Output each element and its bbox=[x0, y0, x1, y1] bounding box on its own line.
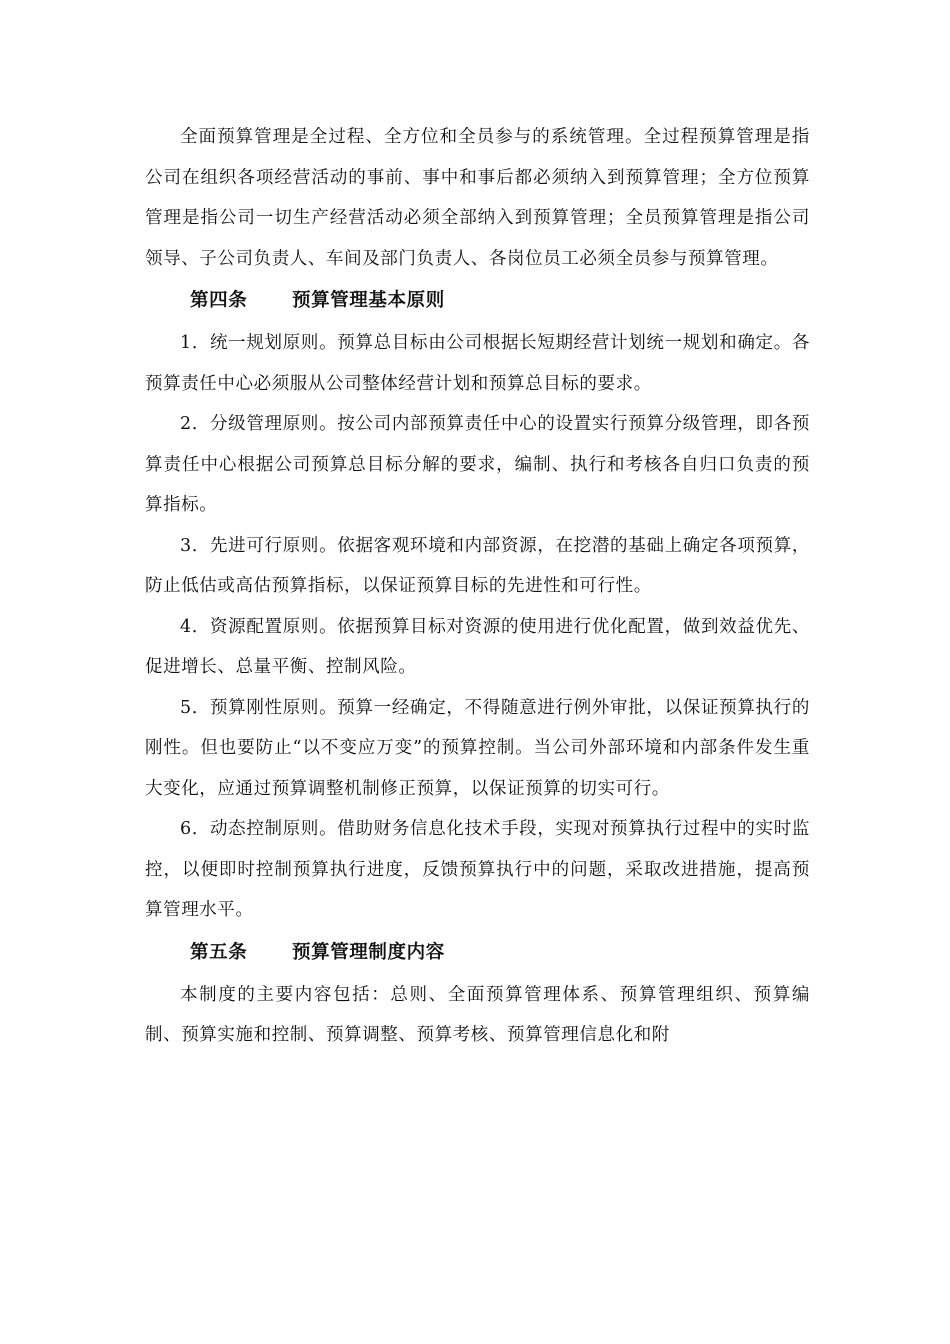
document-body bbox=[145, 117, 810, 1056]
article-5-title: 预算管理制度内容 bbox=[292, 941, 445, 963]
principle-5-paragraph: 5．预算刚性原则。预算一经确定，不得随意进行例外审批，以保证预算执行的刚性。但也要防止“以不变应万变”的预算控制。当公司外部环境和内部条件发生重大变化，应通过预算调整机制修正预算，以保证预算的切实可行。 bbox=[145, 697, 810, 799]
article-5-heading bbox=[145, 931, 810, 975]
article-5-number: 第五条 bbox=[190, 941, 248, 963]
article-4-title: 预算管理基本原则 bbox=[292, 290, 445, 311]
principle-2-paragraph: 2．分级管理原则。按公司内部预算责任中心的设置实行预算分级管理，即各预算责任中心根据公司预算总目标分解的要求，编制、执行和考核各自归口负责的预算指标。 bbox=[145, 414, 810, 515]
principle-3-paragraph: 3．先进可行原则。依据客观环境和内部资源，在挖潜的基础上确定各项预算，防止低估或高估预算指标，以保证预算目标的先进性和可行性。 bbox=[145, 535, 810, 596]
principle-6-paragraph: 6．动态控制原则。借助财务信息化技术手段，实现对预算执行过程中的实时监控，以便即时控制预算执行进度，反馈预算执行中的问题，采取改进措施，提高预算管理水平。 bbox=[145, 819, 810, 920]
intro-paragraph: 全面预算管理是全过程、全方位和全员参与的系统管理。全过程预算管理是指公司在组织各项经营活动的事前、事中和事后都必须纳入到预算管理；全方位预算管理是指公司一切生产经营活动必须全部纳入到预算管理；全员预算管理是指公司领导、子公司负责人、车间及部门负责人、各岗位员工必须全员参与预算管理。 bbox=[145, 127, 810, 269]
principle-4-paragraph: 4．资源配置原则。依据预算目标对资源的使用进行优化配置，做到效益优先、促进增长、总量平衡、控制风险。 bbox=[145, 616, 810, 677]
article-4-number: 第四条 bbox=[190, 290, 248, 311]
article-4-heading bbox=[145, 279, 810, 323]
system-contents-paragraph: 本制度的主要内容包括：总则、全面预算管理体系、预算管理组织、预算编制、预算实施和控制、预算调整、预算考核、预算管理信息化和附 bbox=[145, 984, 810, 1045]
principle-1-paragraph: 1．统一规划原则。预算总目标由公司根据长短期经营计划统一规划和确定。各预算责任中心必须服从公司整体经营计划和预算总目标的要求。 bbox=[145, 333, 810, 394]
